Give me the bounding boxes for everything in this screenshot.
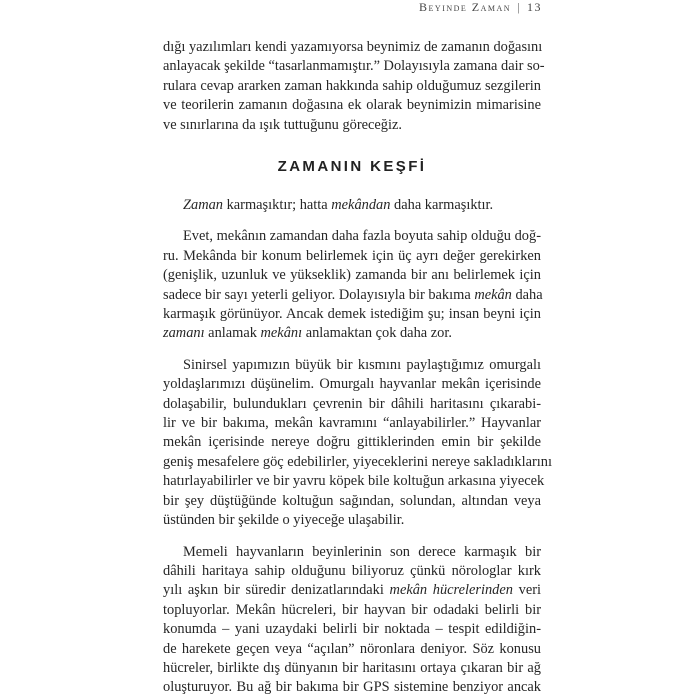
text-line: rulara cevap ararken zaman hakkında sahip olduğumuz sezgilerin	[163, 77, 541, 94]
text-line: ru. Mekânda bir konum belirlemek için üç ayrı değer gerekirken	[163, 247, 541, 264]
italic-term: mekân hücrelerinden	[389, 582, 513, 599]
text-line: topluyorlar. Mekân hücreleri, bir hayvan bir odadaki belirli bir	[163, 601, 541, 618]
text-run: anlamaktan çok daha zor.	[302, 325, 452, 342]
text-line: anlayacak şekilde “tasarlanmamıştır.” Dolayısıyla zamana dair so-	[163, 58, 545, 75]
text-line: ve teorilerin zamanın doğasına ek olarak beynimizin mimarisine	[163, 97, 541, 114]
text-line: konumda – yani uzaydaki belirli bir noktada – tespit edildiğin-	[163, 621, 541, 638]
intro-paragraph	[163, 38, 545, 135]
text-line: yoldaşlarımızı düşünelim. Omurgalı hayvanlar mekân içerisinde	[163, 376, 541, 393]
text-line: Sinirsel yapımızın büyük bir kısmını paylaştığımız omurgalı	[183, 356, 541, 373]
text-line: Memeli hayvanların beyinlerinin son derece karmaşık bir	[183, 543, 541, 560]
paragraph-1	[163, 196, 541, 215]
text-line: dolaşabilir, bulundukları çevrenin bir dâhili haritasını çıkarabi-	[163, 395, 541, 412]
text-line	[163, 286, 541, 305]
running-head-separator: |	[517, 0, 521, 14]
text-run: karmaşıktır; hatta	[222, 197, 332, 213]
italic-term: mekânı	[260, 325, 303, 342]
text-run: daha	[511, 286, 543, 303]
text-line: geniş mesafelere göç edebilirler, yiyeceklerini nereye sakladıklarını	[163, 453, 552, 470]
text-line: ve sınırlarına da ışık tuttuğunu göreceğiz.	[163, 116, 402, 133]
text-line: Evet, mekânın zamandan daha fazla boyuta sahip olduğu doğ-	[183, 228, 541, 245]
text-line	[163, 581, 541, 600]
text-line: üstünden bir şekilde o yiyeceğe ulaşabilir.	[163, 512, 405, 529]
text-line: (genişlik, uzunluk ve yükseklik) zamanda bir anı belirlemek için	[163, 267, 541, 284]
paragraph-gap	[163, 215, 541, 227]
text-line	[163, 324, 541, 343]
text-line: hücreler, birlikte dış dünyanın bir haritasını ortaya çıkaran bir ağ	[163, 659, 541, 676]
text-run: anlamak	[204, 325, 261, 342]
body-text	[163, 196, 552, 698]
italic-term: Zaman	[183, 197, 223, 213]
text-run: daha karmaşıktır.	[390, 197, 494, 213]
text-line: hatırlayabilirler ve bir yavru köpek bile koltuğun arkasına yiyecek	[163, 473, 545, 490]
text-line: de harekete geçen veya “açılan” nöronlara deniyor. Söz konusu	[163, 640, 541, 657]
paragraph-gap	[163, 344, 541, 356]
text-run: sadece bir sayı yeterli geliyor. Dolayısıyla bir bakıma	[163, 286, 475, 303]
text-line: mekân içerisinde nereye doğru gittiklerinden emin bir şekilde	[163, 434, 541, 451]
text-run: yılı aşkın bir süredir denizatlarındaki	[163, 582, 390, 599]
page-number: 13	[527, 0, 542, 14]
italic-term: mekândan	[331, 197, 391, 213]
text-line: lir ve bir bakıma, mekân kavramını “anlayabilirler.” Hayvanlar	[163, 415, 541, 432]
text-run: veri	[512, 582, 542, 599]
italic-term: zamanı	[163, 325, 205, 342]
text-line: dâhili haritaya sahip olduğunu biliyoruz çünkü nörologlar kırk	[163, 562, 541, 579]
text-line: bir şey düştüğünde koltuğun sağından, solundan, altından veya	[163, 492, 541, 509]
section-heading: ZAMANIN KEŞFİ	[277, 158, 427, 175]
running-head-title: Beyinde Zaman	[419, 0, 512, 14]
text-line: oluşturuyor. Bu ağ bir bakıma bir GPS sistemine benziyor ancak	[163, 679, 541, 696]
paragraph-gap	[163, 531, 541, 543]
italic-term: mekân	[474, 286, 512, 303]
text-line: dığı yazılımları kendi yazamıyorsa beynimiz de zamanın doğasını	[163, 39, 543, 55]
running-head	[419, 0, 542, 15]
text-line: karmaşık görünüyor. Ancak demek istediğim şu; insan beyni için	[163, 306, 541, 323]
